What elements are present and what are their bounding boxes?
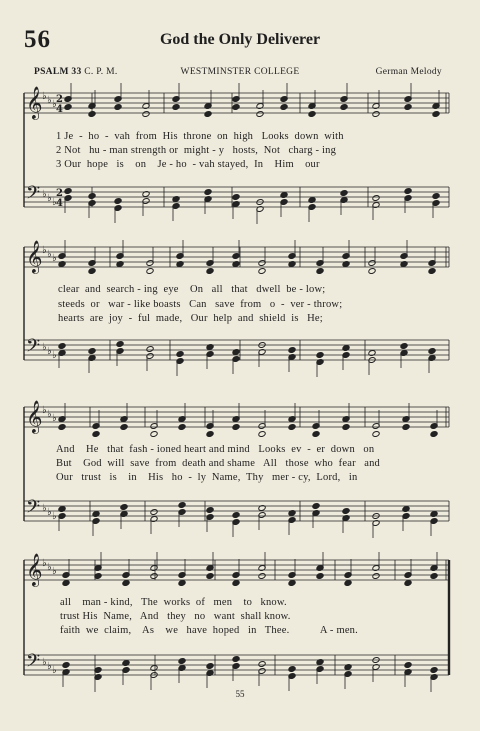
note-head — [342, 345, 350, 352]
flat-icon: ♭ — [42, 657, 47, 668]
note-head — [372, 573, 380, 580]
note-head — [206, 431, 214, 438]
note-head — [204, 111, 212, 118]
note-head — [178, 580, 186, 587]
note-head — [344, 580, 352, 587]
note-head — [150, 573, 158, 580]
note-head — [64, 104, 72, 111]
flat-icon: ♭ — [52, 665, 57, 676]
note-head — [258, 268, 266, 275]
bass-clef-icon: 𝄢 — [26, 497, 41, 522]
lyric-line: 3 Our hope is on Je - ho - vah stayed, In Him our — [56, 159, 320, 170]
time-signature: 4 — [56, 104, 63, 115]
note-head — [404, 188, 412, 195]
note-head — [312, 431, 320, 438]
note-head — [142, 111, 150, 118]
treble-clef-icon: 𝄞 — [26, 400, 43, 433]
note-head — [258, 661, 266, 668]
note-head — [368, 268, 376, 275]
note-head — [150, 665, 158, 672]
note-head — [400, 343, 408, 350]
lyric-line: steeds or war - like boasts Can save from o - ver - throw; — [58, 299, 343, 310]
note-head — [206, 663, 214, 670]
bass-clef-icon: 𝄢 — [26, 651, 41, 676]
note-head — [172, 196, 180, 203]
treble-clef-icon: 𝄞 — [26, 240, 43, 273]
note-head — [308, 111, 316, 118]
flat-icon: ♭ — [42, 189, 47, 200]
note-head — [116, 341, 124, 348]
note-head — [288, 510, 296, 517]
note-head — [372, 111, 380, 118]
note-head — [288, 261, 296, 268]
note-head — [88, 193, 96, 200]
flat-icon: ♭ — [47, 249, 52, 260]
flat-icon: ♭ — [52, 253, 57, 264]
flat-icon: ♭ — [52, 413, 57, 424]
note-head — [344, 664, 352, 671]
note-head — [340, 190, 348, 197]
note-head — [122, 660, 130, 667]
lyric-line: But God will save from death and shame All those who fear and — [56, 458, 381, 469]
note-head — [150, 509, 158, 516]
note-head — [316, 352, 324, 359]
note-head — [92, 511, 100, 518]
note-head — [120, 504, 128, 511]
flat-icon: ♭ — [42, 558, 47, 569]
note-head — [88, 111, 96, 118]
note-head — [120, 424, 128, 431]
note-head — [178, 424, 186, 431]
flat-icon: ♭ — [42, 91, 47, 102]
note-head — [232, 424, 240, 431]
note-head — [232, 349, 240, 356]
note-head — [122, 580, 130, 587]
lyric-line: trust His Name, And they no want shall know. — [60, 611, 291, 622]
note-head — [430, 573, 438, 580]
flat-icon: ♭ — [42, 342, 47, 353]
note-head — [142, 191, 150, 198]
note-head — [404, 580, 412, 587]
bass-clef-icon: 𝄢 — [26, 183, 41, 208]
note-head — [340, 104, 348, 111]
flat-icon: ♭ — [52, 350, 57, 361]
note-head — [232, 512, 240, 519]
lyric-line: faith we claim, As we have hoped in Thee. A - men. — [60, 625, 358, 636]
note-head — [232, 261, 240, 268]
time-signature: 2 — [56, 188, 63, 199]
hymn-number: 56 — [24, 26, 51, 53]
note-head — [280, 192, 288, 199]
note-head — [146, 346, 154, 353]
note-head — [430, 667, 438, 674]
flat-icon: ♭ — [47, 507, 52, 518]
note-head — [206, 268, 214, 275]
note-head — [150, 431, 158, 438]
note-head — [316, 268, 324, 275]
note-head — [116, 261, 124, 268]
note-head — [372, 195, 380, 202]
note-head — [178, 502, 186, 509]
note-head — [256, 111, 264, 118]
note-head — [400, 261, 408, 268]
note-head — [114, 198, 122, 205]
note-head — [288, 424, 296, 431]
note-head — [232, 194, 240, 201]
bass-clef-icon: 𝄢 — [26, 336, 41, 361]
flat-icon: ♭ — [47, 562, 52, 573]
treble-clef-icon: 𝄞 — [26, 86, 43, 119]
flat-icon: ♭ — [52, 511, 57, 522]
note-head — [428, 348, 436, 355]
note-head — [58, 261, 66, 268]
note-head — [280, 104, 288, 111]
note-head — [64, 188, 72, 195]
psalm-tag: PSALM 33 — [34, 67, 82, 77]
time-signature: 2 — [56, 94, 63, 105]
note-head — [316, 573, 324, 580]
note-head — [404, 662, 412, 669]
note-head — [58, 343, 66, 350]
note-head — [288, 580, 296, 587]
note-head — [206, 573, 214, 580]
flat-icon: ♭ — [52, 566, 57, 577]
note-head — [178, 658, 186, 665]
note-head — [432, 193, 440, 200]
flat-icon: ♭ — [52, 99, 57, 110]
note-head — [232, 580, 240, 587]
note-head — [312, 503, 320, 510]
note-head — [342, 261, 350, 268]
note-head — [258, 505, 266, 512]
note-head — [232, 656, 240, 663]
note-head — [58, 506, 66, 513]
note-head — [430, 511, 438, 518]
note-head — [316, 659, 324, 666]
note-head — [232, 104, 240, 111]
note-head — [402, 506, 410, 513]
flat-icon: ♭ — [52, 197, 57, 208]
note-head — [342, 508, 350, 515]
note-head — [146, 268, 154, 275]
note-head — [58, 424, 66, 431]
composer: German Melody — [375, 67, 442, 77]
flat-icon: ♭ — [42, 405, 47, 416]
note-head — [176, 351, 184, 358]
note-head — [428, 268, 436, 275]
note-head — [372, 431, 380, 438]
note-head — [288, 347, 296, 354]
note-head — [430, 431, 438, 438]
note-head — [432, 111, 440, 118]
note-head — [404, 104, 412, 111]
tune-name: WESTMINSTER COLLEGE — [180, 67, 300, 77]
flat-icon: ♭ — [47, 346, 52, 357]
note-head — [62, 580, 70, 587]
flat-icon: ♭ — [42, 245, 47, 256]
flat-icon: ♭ — [47, 193, 52, 204]
note-head — [92, 431, 100, 438]
note-head — [114, 104, 122, 111]
note-head — [342, 424, 350, 431]
meter: C. P. M. — [84, 67, 118, 77]
note-head — [206, 344, 214, 351]
lyric-line: Our trust is in His ho - ly Name, Thy mer - cy, Lord, in — [56, 472, 358, 483]
lyric-line: 1 Je - ho - vah from His throne on high Looks down with — [56, 131, 344, 142]
note-head — [288, 666, 296, 673]
lyric-line: 2 Not hu - man strength or might - y hosts, Not charg - ing — [56, 145, 337, 156]
note-head — [258, 573, 266, 580]
note-head — [308, 197, 316, 204]
note-head — [88, 348, 96, 355]
hymn-title: God the Only Deliverer — [159, 31, 321, 48]
lyric-line: all man - kind, The works of men to know. — [60, 597, 287, 608]
page-number: 55 — [235, 689, 245, 699]
note-head — [88, 268, 96, 275]
note-head — [176, 261, 184, 268]
flat-icon: ♭ — [47, 409, 52, 420]
note-head — [172, 104, 180, 111]
lyric-line: hearts are joy - ful made, Our help and shield is He; — [58, 313, 323, 324]
note-head — [258, 431, 266, 438]
note-head — [402, 424, 410, 431]
flat-icon: ♭ — [42, 503, 47, 514]
lyric-line: clear and search - ing eye On all that dwell be - low; — [58, 284, 326, 295]
lyric-line: And He that fash - ioned heart and mind Looks ev - er down on — [56, 444, 375, 455]
flat-icon: ♭ — [47, 661, 52, 672]
time-signature: 4 — [56, 198, 63, 209]
note-head — [206, 507, 214, 514]
treble-clef-icon: 𝄞 — [26, 553, 43, 586]
note-head — [62, 662, 70, 669]
flat-icon: ♭ — [47, 95, 52, 106]
note-head — [368, 350, 376, 357]
note-head — [204, 189, 212, 196]
